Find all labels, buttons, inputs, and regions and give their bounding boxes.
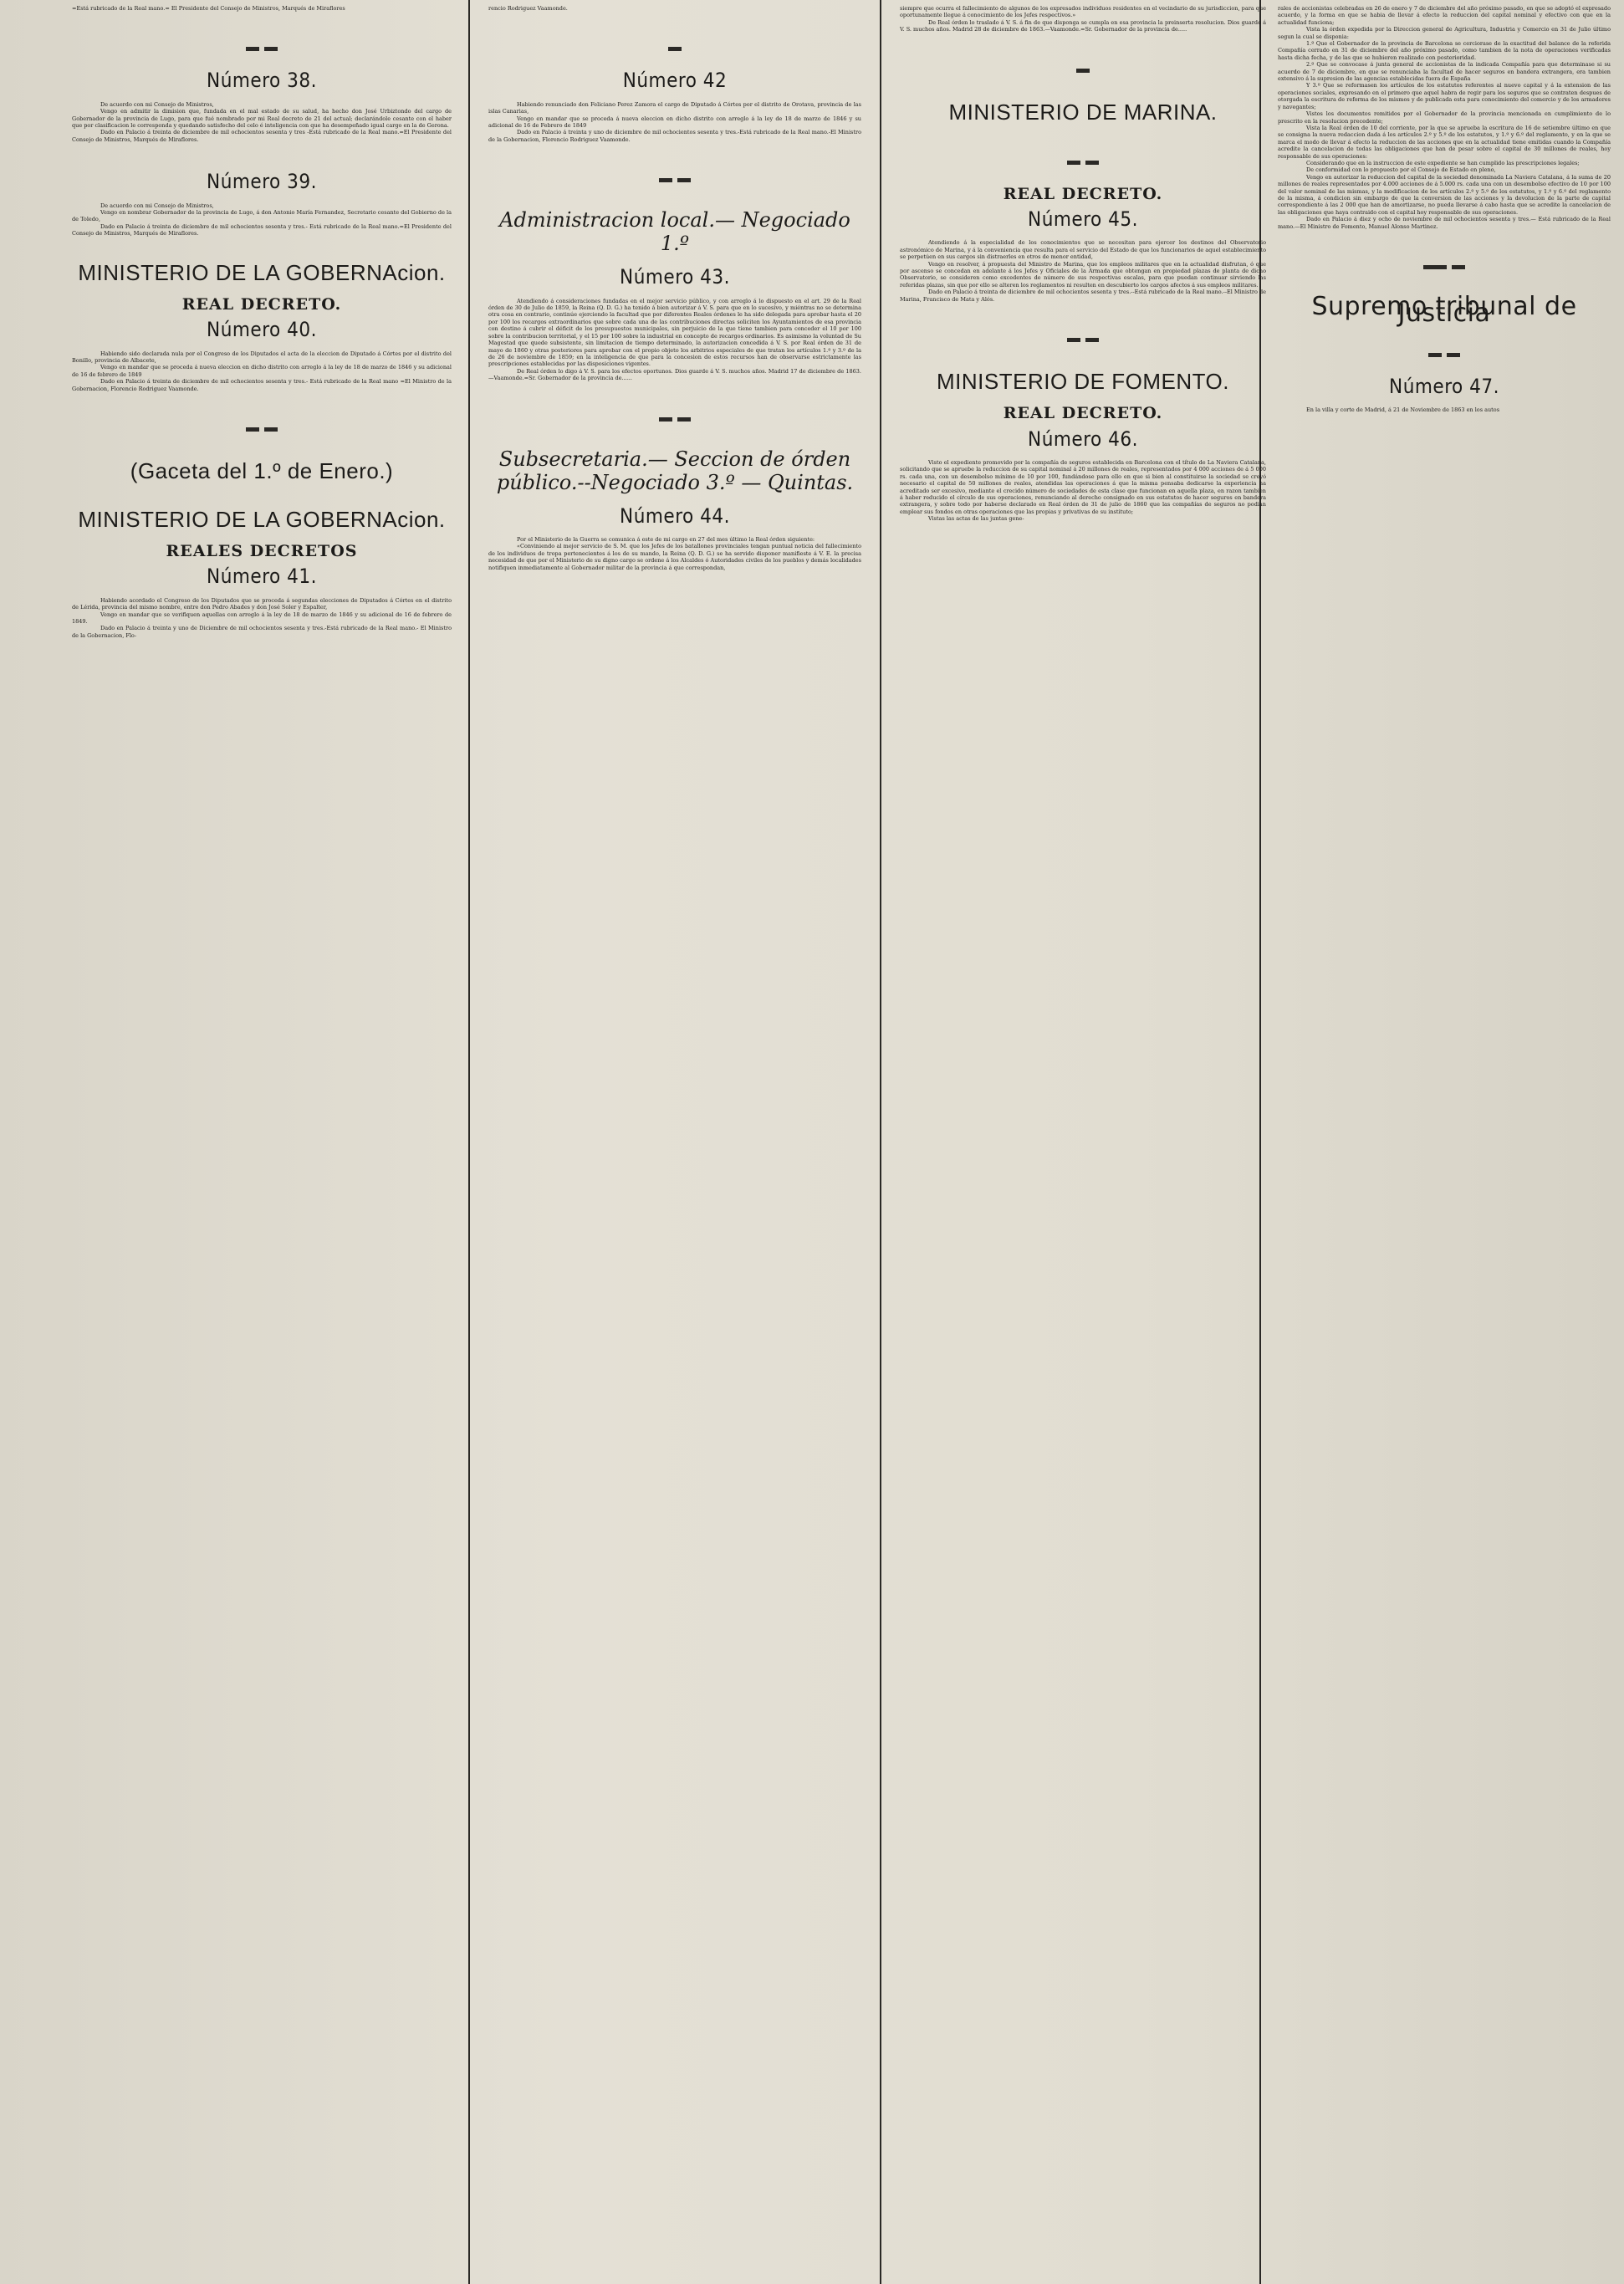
paragraph: Dado en Palacio á diez y ocho de noviembre de mil ochocientos sesenta y tres.— Está rubricado de la Real mano.—El Ministro de Fomento, Manuel Alonso Martinez.: [1278, 216, 1611, 230]
paragraph: Vengo en nombrar Gobernador de la provincia de Lugo, á don Antonio María Fernandez, Secretario cesante del Gobierno de la de Toledo,: [72, 209, 452, 223]
paragraph: Vengo en autorizar la reduccion del capital de la sociedad denominada La Naviera Catalana, á la suma de 20 millones de reales representados por 4.000 acciones de á 5.000 rs. cada una con un desembolso efectivo de 10 por 100 del valor nominal de las mismas, y la modificacion de los artículos 2.º y 5.º de los estatutos, y 1.º y 6.º del reglamento de la misma, á condicion sin embargo de que la conversion de las acciones y la devolucion de la parte de capital correspondiente á las 2 000 que han de amortizarse, no pueda llevarse á cabo hasta que se acredite la cancelacion de las obligaciones que haya contraido con el capital hoy responsable de sus operaciones.: [1278, 173, 1611, 216]
paragraph: Vengo en resolver, á propuesta del Ministro de Marina, que los empleos militares que en la actualidad disfrutan, ó que por ascenso se concedan en adelante á los Jefes y Oficiales de la Armada que obtengan en propiedad plazas de planta de dicho Observatorio, se consideren como excedentes de número de sus respectivas escalas, para que puedan continuar sirviendo las referidas plazas, sin que por ello se alteren los reglamentos ni resulten en descubierto los cargos afectos á sus empleos militares.: [900, 260, 1266, 289]
paragraph: rencio Rodriguez Vaamonde.: [488, 5, 568, 12]
paragraph: Considerando que en la instruccion de este expediente se han cumplido las prescripciones legales;: [1306, 159, 1580, 166]
decree-number: Número 40.: [207, 318, 317, 342]
decree-number: Número 43.: [620, 265, 730, 289]
paragraph: De Real órden lo traslado á V. S. á fin de que disponga se cumpla en esa provincia la preinserta resolucion. Dios guarde á V. S. muchos años. Madrid 28 de diciembre de 1863.—Vaamonde.=Sr. Gobernador de la provincia de.....: [900, 18, 1266, 33]
decree-number: Número 41.: [207, 565, 317, 589]
decree-number: Número 42: [622, 69, 728, 93]
column-rule: [880, 0, 881, 2284]
paragraph: Dado en Palacio á treinta de diciembre de mil ochocientos sesenta y tres.- Está rubricado de la Real mano.=El Presidente del Consejo de Ministros, Marqués de Miraflores.: [72, 222, 452, 238]
paragraph: Por el Ministerio de la Guerra se comunica á este de mi cargo en 27 del mes último la Real órden siguiente:: [517, 535, 815, 543]
paragraph: De acuerdo con mi Consejo de Ministros,: [100, 100, 214, 108]
decree-number: Número 38.: [207, 69, 317, 93]
paragraph: De acuerdo con mi Consejo de Ministros,: [100, 202, 214, 209]
paragraph: Vista la órden expedida por la Direccion general de Agricultura, Industria y Comercio en 31 de Julio último segun la cual se disponia:: [1278, 26, 1611, 40]
ministry-heading: MINISTERIO DE MARINA.: [948, 99, 1218, 125]
section-heading: Subsecretaria.— Seccion de órden público.--Negociado 3.º — Quintas.: [496, 447, 854, 494]
decree-number: Número 45.: [1028, 207, 1138, 232]
paragraph: Y 3.º Que se reformasen los artículos de los estatutos referentes al nuevo capital y á la extension de las operaciones sociales, expresando en el primero que aquel habra de regir para los seguros que se contraten despues de otorgada la escritura de reforma de los mismos y de publicada esta para conocimiento del comercio y de los armadores y navegantes;: [1278, 82, 1611, 110]
paragraph: Vistas las actas de las juntas gene-: [928, 515, 1024, 523]
column-4: [1264, 0, 1624, 2284]
paragraph: siempre que ocurra el fallecimiento de algunos de los expresados individuos residentes en el vecindario de su jurisdiccion, para que oportunamente llegue á conocimiento de los Jefes respectivos.»: [900, 5, 1266, 19]
separator: [488, 170, 861, 183]
paragraph: De conformidad con lo propuesto por el Consejo de Estado en pleno,: [1306, 166, 1496, 174]
tribunal-heading: Supremo tribunal de Justicia: [1311, 292, 1577, 329]
paragraph: =Está rubricado de la Real mano.= El Presidente del Consejo de Ministros, Marqués de Miraflores: [72, 5, 345, 12]
paragraph: De Real órden lo digo á V. S. para los efectos oportunos. Dios guarde á V. S. muchos años. Madrid 17 de diciembre de 1863.—Vaamonde.=Sr. Gobernador de la provincia de......: [488, 367, 861, 382]
paragraph: Vengo en admitir la dimision que, fundada en el mal estado de su salud, ha hecho don José Urbiztondo del cargo de Gobernador de la provincia de Lugo, para que fué nombrado por mi Real decreto de 21 del actual; declarándole cesante con el haber que por clasificacion le corresponda y quedando satisfecho del celo é inteligencia con que ha desempeñado igual cargo en la de Gerona.: [72, 108, 452, 130]
separator: [72, 419, 452, 432]
section-subheading: REAL DECRETO.: [181, 294, 342, 314]
paragraph: Atendiendo á consideraciones fundadas en el mejor servicio público, y con arreglo á lo dispuesto en el art. 29 de la Real órden de 30 de Julio de 1859, la Reina (Q. D. G.) ha tenido á bien autorizar á V. S. para que en lo sucesivo, y miéntras no se determina otra cosa en contrario, continúe ejerciendo la facultad que por diferentes Reales órdenes le ha sido delegada para aprobar hasta el 20 por 100 los recargos extraordinarios que sobre cada una de las contribuciones directas soliciten los Ayuntamientos de esa provincia con destino á cubrir el déficit de los presupuestos municipales, sin perjuicio de la que tiene tambien para conceder el 10 por 100 sobre la contribucion territorial, y el 15 por 100 sobre la industrial en concepto de recargos ordinarios. Es asimismo la voluntad de Su Magestad que quede subsistente, sin limitacion de tiempo determinado, la autorizacion concedida á V. S. por Real órden de 31 de mayo de 1860 y otras posteriores para aprobar con el propio objeto los arbitrios especiales de que tratan los artículos 1.º y 3.º de la de 26 de noviembre de 1859; en la inteligencia de que para la concesion de estos recursos han de observarse estrictamente las prescripciones establecidas por las disposiciones vigentes.: [488, 297, 861, 368]
paragraph: «Conviniendo al mejor servicio de S. M. que los Jefes de los batallones provinciales tengan puntual noticia del fallecimiento de los individuos de tropa pertenecientes á los de su mando, la Reina (Q. D. G.) se ha servido disponer manifieste á V. E. la precisa necesidad de que por el Ministerio de su digno cargo se ordene á los Alcaldes ó Autoridades civiles de los pueblos y demás localidades notifiquen inmediatamente al Gobernador militar de la provincia á que correspondan,: [488, 543, 861, 571]
separator: [900, 330, 1266, 343]
paragraph: Vista la Real órden de 10 del corriente, por la que se aprueba la escritura de 16 de setiembre último en que se consigna la nueva redaccion dada á los artículos 2.º y 5.º de los estatutos, y 1.º y 6.º del reglamento, y en la que se marca el modo de llevar á efecto la reduccion de las acciones que en la actualidad tiene emitidas cuando la Compañía acredite la cancelacion de todas las obligaciones que han de pesar sobre el capital de 30 millones de reales, hoy responsable de sus operaciones:: [1278, 124, 1611, 160]
paragraph: Vengo en mandar que se proceda á nueva eleccion en dicho distrito con arreglo á la ley de 18 de marzo de 1846 y su adicional de 16 de febrero de 1849: [72, 364, 452, 378]
separator: [1278, 345, 1611, 358]
column-3: [886, 0, 1279, 2284]
section-heading: Administracion local.— Negociado 1.º: [499, 208, 850, 256]
column-2: [475, 0, 875, 2284]
paragraph: Vengo en mandar que se verifiquen aquellas con arreglo á la ley de 18 de marzo de 1846 y su adicional de 16 de febrero de 1849.: [72, 611, 452, 625]
paragraph: 2.º Que se convocase á junta general de accionistas de la indicada Compañía para que determinase si su acuerdo de 7 de diciembre, en que se renunciaba la facultad de hacer seguros en bandera extrangera, era tambien extensivo á la supresion de las agencias establecidas fuera de España: [1278, 61, 1611, 83]
paragraph: Dado en Palacio á treinta de diciembre de mil ochocientos sesenta y tres.- Está rubricado de la Real mano =El Ministro de la Gobernacion, Florencio Rodriguez Vaamonde.: [72, 378, 452, 392]
paragraph: 1.º Que el Gobernador de la provincia de Barcelona se cerciorase de la exactitud del balance de la referida Compañía cerrado en 31 de diciembre del año próximo pasado, como tambien de la nota de operaciones verificadas hasta dicha fecha, y de las que se hubieren realizado con posterioridad.: [1278, 40, 1611, 61]
decree-number: Número 47.: [1389, 374, 1499, 398]
section-subheading: REAL DECRETO.: [1003, 184, 1163, 203]
paragraph: Habiendo sido declarada nula por el Congreso de los Diputados el acta de la eleccion de Diputado á Córtes por el distrito del Bonillo, provincia de Albacete,: [72, 350, 452, 364]
decree-number: Número 46.: [1028, 427, 1138, 451]
separator: [900, 60, 1266, 74]
decree-number: Número 44.: [620, 503, 730, 528]
separator: [72, 38, 452, 52]
paragraph: Vengo en mandar que se proceda á nueva eleccion en dicho distrito con arreglo á la ley de 18 de marzo de 1846 y su adicional de 16 de Febrero de 1849: [488, 115, 861, 130]
paragraph: Habiendo renunciado don Feliciano Perez Zamora el cargo de Diputado á Córtes por el distrito de Orotava, provincia de las islas Canarias,: [488, 100, 861, 115]
paragraph: Vistos los documentos remitidos por el Gobernador de la provincia mencionada en cumplimiento de lo prescrito en la resolucion precedente;: [1278, 110, 1611, 125]
separator: [900, 152, 1266, 166]
paragraph: Dado en Palacio á treinta y uno de Diciembre de mil ochocientos sesenta y tres.-Está rubricado de la Real mano.- El Ministro de la Gobernacion, Flo-: [72, 625, 452, 639]
paragraph: Dado en Palacio á treinta de diciembre de mil ochocientos sesenta y tres -Está rubricado de la Real mano.=El Presidente del Consejo de Ministros, Marqués de Miraflores.: [72, 129, 452, 143]
separator: [488, 409, 861, 422]
section-subheading: REALES DECRETOS: [166, 541, 358, 560]
paragraph: Dado en Palacio á treinta y uno de diciembre de mil ochocientos sesenta y tres.-Está rubricado de la Real mano.-El Ministro de la Gobernacion, Florencio Rodriguez Vaamonde.: [488, 129, 861, 143]
paragraph: Habiendo acordado el Congreso de los Diputados que se proceda á segundas elecciones de Diputados á Córtes en el distrito de Lérida, provincia del mismo nombre, entre don Pedro Abades y don José Soler y Espalter,: [72, 596, 452, 611]
paragraph: Visto el expediente promovido por la compañía de seguros establecida en Barcelona con el título de La Naviera Catalana, solicitando que se apruebe la reduccion de su capital nominal á 20 millones de reales, representados por 4 000 acciones de á 5 000 rs. cada una, con un desembolso mínimo de 10 por 100, fundándose para ello en que si bien al constituirse la sociedad se creyó necesario el capital de 50 millones de reales, atendidas las operaciones á que la misma pensaba dedicarse la experiencia ha acreditado ser excesivo, mediante el crecido número de sociedades de esta clase que funcionan en aquella plaza, en razon tambien á haber reducido el círculo de sus operaciones, renunciando al derecho consignado en sus estatutos de hacer seguros en bandera extrangera, y sobre todo por haberse declarado en Real órden de 31 de julio de 1860 que las compañías de seguros no podian emplear sus fondos en otras operaciones que las propias y privativas de su instituto;: [900, 458, 1266, 515]
paragraph: Atendiendo á la especialidad de los conocimientos que se necesitan para ejercer los destinos del Observatorio astronómico de Marina, y á la conveniencia que resulta para el servicio del Estado de que los funcionarios de aquel establecimiento se perpetúen en sus cargos sin distraerles en otros de menor entidad,: [900, 239, 1266, 261]
separator: [1278, 257, 1611, 270]
paragraph: En la villa y corte de Madrid, á 21 de Noviembre de 1863 en los autos: [1306, 406, 1500, 414]
decree-number: Número 39.: [207, 170, 317, 194]
column-rule: [468, 0, 470, 2284]
ministry-heading: MINISTERIO DE FOMENTO.: [937, 369, 1229, 395]
ministry-heading: MINISTERIO DE LA GOBERNAcion.: [78, 259, 446, 285]
ministry-heading: MINISTERIO DE LA GOBERNAcion.: [78, 506, 446, 532]
paragraph: Dado en Palacio á treinta de diciembre de mil ochocientos sesenta y tres.--Está rubricado de la Real mano.--El Ministro de Marina, Francisco de Mata y Alós.: [900, 289, 1266, 303]
section-subheading: REAL DECRETO.: [1003, 404, 1163, 423]
gazette-date: (Gaceta del 1.º de Enero.): [130, 457, 394, 483]
paragraph: rales de accionistas celebradas en 26 de enero y 7 de diciembre del año próximo pasado, en que se adoptó el expresado acuerdo, y la forma en que se habia de llevar á efecto la reduccion del capital nominal y efectivo con que en la actualidad funciona;: [1278, 5, 1611, 26]
column-1: [59, 0, 465, 2284]
separator: [488, 38, 861, 52]
